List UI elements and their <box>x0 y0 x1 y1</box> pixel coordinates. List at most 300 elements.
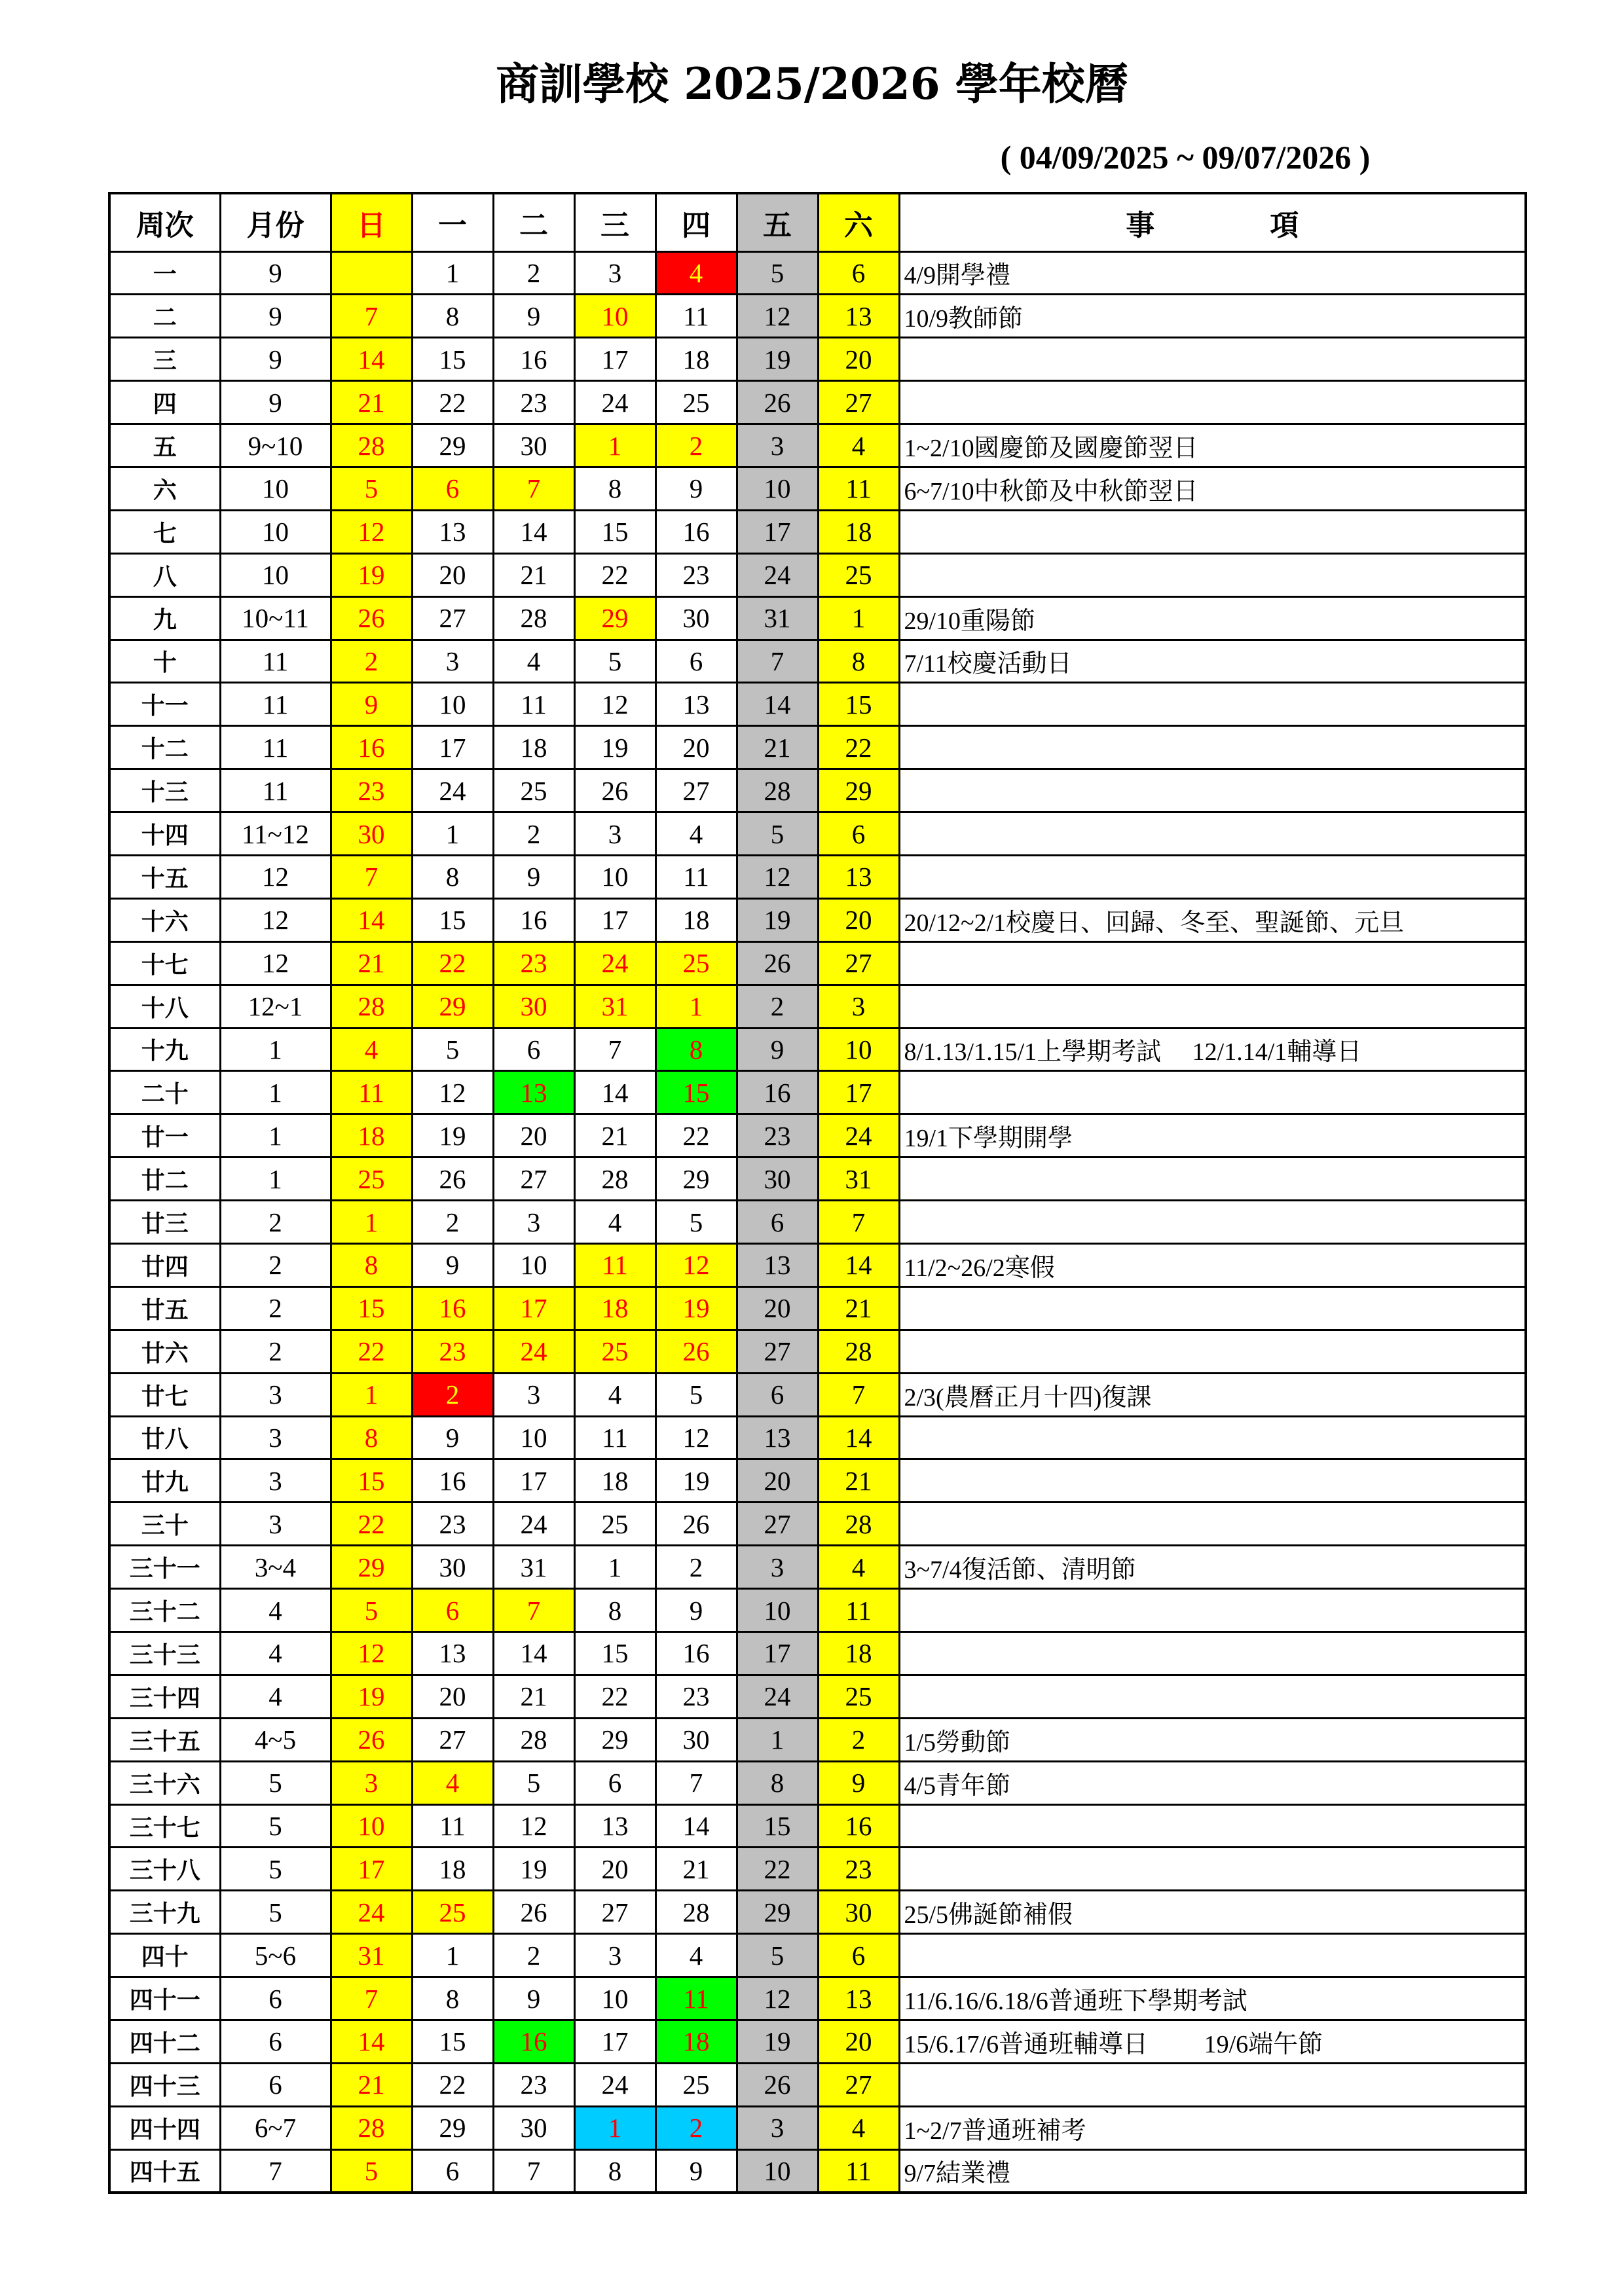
event-cell <box>899 1157 1526 1201</box>
day-cell-mon: 15 <box>412 2020 493 2064</box>
month-cell: 1 <box>220 1114 331 1157</box>
day-cell-sun: 14 <box>331 898 412 941</box>
table-row <box>109 1157 1526 1201</box>
week-cell: 四十二 <box>109 2020 220 2064</box>
week-cell: 十五 <box>109 855 220 898</box>
week-cell: 十 <box>109 640 220 683</box>
date-range: ( 04/09/2025 ~ 09/07/2026 ) <box>1000 139 1371 175</box>
day-cell-fri: 16 <box>737 1071 818 1114</box>
day-cell-thu: 30 <box>655 596 737 640</box>
page-title: 商訓學校 2025/2026 學年校曆 <box>496 58 1128 109</box>
day-cell-sat: 13 <box>818 1977 899 2020</box>
day-cell-mon: 24 <box>412 769 493 812</box>
month-cell: 3 <box>220 1416 331 1459</box>
day-cell-mon: 15 <box>412 338 493 381</box>
day-cell-mon: 26 <box>412 1157 493 1201</box>
event-cell: 25/5佛誕節補假 <box>899 1891 1526 1934</box>
table-row <box>109 2149 1526 2193</box>
table-row <box>109 1114 1526 1157</box>
table-row <box>109 812 1526 856</box>
event-cell: 1~2/7普通班補考 <box>899 2106 1526 2149</box>
week-cell: 廿五 <box>109 1286 220 1330</box>
week-cell: 一 <box>109 251 220 295</box>
event-cell: 15/6.17/6普通班輔導日 19/6端午節 <box>899 2020 1526 2064</box>
day-cell-wed: 3 <box>574 251 655 295</box>
day-cell-tue: 7 <box>493 467 574 510</box>
day-cell-thu: 18 <box>655 338 737 381</box>
day-cell-wed: 29 <box>574 1718 655 1761</box>
month-cell: 12 <box>220 941 331 985</box>
event-cell: 8/1.13/1.15/1上學期考試 12/1.14/1輔導日 <box>899 1028 1526 1071</box>
day-cell-sat: 17 <box>818 1071 899 1114</box>
event-cell: 4/5青年節 <box>899 1761 1526 1804</box>
day-cell-mon: 1 <box>412 812 493 856</box>
day-cell-sun: 2 <box>331 640 412 683</box>
day-cell-sat: 22 <box>818 726 899 769</box>
table-row <box>109 596 1526 640</box>
week-cell: 十三 <box>109 769 220 812</box>
day-cell-tue: 10 <box>493 1416 574 1459</box>
event-cell: 19/1下學期開學 <box>899 1114 1526 1157</box>
day-cell-thu: 9 <box>655 2149 737 2193</box>
month-cell: 6 <box>220 1977 331 2020</box>
day-cell-tue: 3 <box>493 1201 574 1244</box>
month-cell: 6 <box>220 2020 331 2064</box>
day-cell-thu: 7 <box>655 1761 737 1804</box>
week-cell: 四十四 <box>109 2106 220 2149</box>
day-cell-sun: 23 <box>331 769 412 812</box>
day-cell-fri: 5 <box>737 1934 818 1977</box>
day-cell-wed: 24 <box>574 2063 655 2106</box>
day-cell-tue: 31 <box>493 1546 574 1589</box>
week-cell: 三十二 <box>109 1589 220 1632</box>
table-row <box>109 1934 1526 1977</box>
week-cell: 四十一 <box>109 1977 220 2020</box>
day-cell-fri: 9 <box>737 1028 818 1071</box>
day-cell-sun: 5 <box>331 2149 412 2193</box>
week-cell: 三十一 <box>109 1546 220 1589</box>
month-cell: 2 <box>220 1286 331 1330</box>
day-cell-tue: 11 <box>493 683 574 726</box>
table-row <box>109 898 1526 941</box>
event-cell <box>899 1804 1526 1848</box>
week-cell: 二十 <box>109 1071 220 1114</box>
day-cell-sun: 28 <box>331 985 412 1028</box>
day-cell-sun: 16 <box>331 726 412 769</box>
day-cell-sun: 8 <box>331 1243 412 1286</box>
table-row <box>109 1675 1526 1718</box>
week-cell: 四十 <box>109 1934 220 1977</box>
day-cell-mon: 6 <box>412 467 493 510</box>
day-cell-sat: 11 <box>818 2149 899 2193</box>
day-cell-mon: 20 <box>412 1675 493 1718</box>
day-cell-mon: 6 <box>412 2149 493 2193</box>
day-cell-mon: 16 <box>412 1286 493 1330</box>
day-cell-tue: 24 <box>493 1330 574 1373</box>
day-cell-tue: 2 <box>493 1934 574 1977</box>
day-cell-sun: 3 <box>331 1761 412 1804</box>
day-cell-tue: 20 <box>493 1114 574 1157</box>
day-cell-sat: 6 <box>818 812 899 856</box>
header-thursday: 四 <box>655 193 737 251</box>
day-cell-wed: 22 <box>574 1675 655 1718</box>
table-row <box>109 1848 1526 1891</box>
table-row <box>109 1286 1526 1330</box>
day-cell-mon: 9 <box>412 1243 493 1286</box>
event-cell <box>899 1201 1526 1244</box>
month-cell: 2 <box>220 1243 331 1286</box>
day-cell-wed: 13 <box>574 1804 655 1848</box>
month-cell: 9~10 <box>220 424 331 467</box>
day-cell-sat: 18 <box>818 1632 899 1675</box>
day-cell-thu: 15 <box>655 1071 737 1114</box>
day-cell-mon: 4 <box>412 1761 493 1804</box>
day-cell-fri: 13 <box>737 1416 818 1459</box>
day-cell-thu: 16 <box>655 1632 737 1675</box>
day-cell-wed: 22 <box>574 553 655 596</box>
day-cell-sun: 1 <box>331 1373 412 1416</box>
day-cell-sun: 18 <box>331 1114 412 1157</box>
day-cell-tue: 28 <box>493 596 574 640</box>
table-row <box>109 1761 1526 1804</box>
day-cell-thu: 27 <box>655 769 737 812</box>
day-cell-sat: 8 <box>818 640 899 683</box>
day-cell-fri: 12 <box>737 855 818 898</box>
week-cell: 五 <box>109 424 220 467</box>
day-cell-mon: 8 <box>412 855 493 898</box>
month-cell: 11 <box>220 769 331 812</box>
week-cell: 十六 <box>109 898 220 941</box>
month-cell: 2 <box>220 1201 331 1244</box>
day-cell-sat: 21 <box>818 1459 899 1503</box>
day-cell-sat: 16 <box>818 1804 899 1848</box>
day-cell-fri: 14 <box>737 683 818 726</box>
month-cell: 3 <box>220 1373 331 1416</box>
month-cell: 5 <box>220 1804 331 1848</box>
day-cell-sat: 20 <box>818 898 899 941</box>
week-cell: 三十六 <box>109 1761 220 1804</box>
day-cell-mon: 22 <box>412 381 493 424</box>
day-cell-wed: 17 <box>574 898 655 941</box>
header-monday: 一 <box>412 193 493 251</box>
day-cell-sat: 11 <box>818 467 899 510</box>
day-cell-sat: 27 <box>818 2063 899 2106</box>
day-cell-thu: 9 <box>655 1589 737 1632</box>
table-row <box>109 295 1526 338</box>
day-cell-mon: 23 <box>412 1503 493 1546</box>
day-cell-tue: 28 <box>493 1718 574 1761</box>
day-cell-sat: 21 <box>818 1286 899 1330</box>
day-cell-wed: 11 <box>574 1416 655 1459</box>
day-cell-sun: 11 <box>331 1071 412 1114</box>
day-cell-fri: 19 <box>737 2020 818 2064</box>
month-cell: 3~4 <box>220 1546 331 1589</box>
day-cell-tue: 6 <box>493 1028 574 1071</box>
month-cell: 6~7 <box>220 2106 331 2149</box>
day-cell-sun: 14 <box>331 2020 412 2064</box>
day-cell-fri: 24 <box>737 1675 818 1718</box>
day-cell-fri: 17 <box>737 510 818 553</box>
day-cell-thu: 28 <box>655 1891 737 1934</box>
header-sunday: 日 <box>331 193 412 251</box>
day-cell-thu: 13 <box>655 683 737 726</box>
month-cell: 5 <box>220 1761 331 1804</box>
month-cell: 10~11 <box>220 596 331 640</box>
day-cell-wed: 8 <box>574 1589 655 1632</box>
day-cell-tue: 16 <box>493 2020 574 2064</box>
day-cell-wed: 19 <box>574 726 655 769</box>
day-cell-sun: 21 <box>331 2063 412 2106</box>
event-cell: 1~2/10國慶節及國慶節翌日 <box>899 424 1526 467</box>
event-cell: 6~7/10中秋節及中秋節翌日 <box>899 467 1526 510</box>
day-cell-tue: 16 <box>493 898 574 941</box>
day-cell-mon: 25 <box>412 1891 493 1934</box>
day-cell-mon: 29 <box>412 985 493 1028</box>
day-cell-wed: 5 <box>574 640 655 683</box>
day-cell-sun: 12 <box>331 510 412 553</box>
week-cell: 十八 <box>109 985 220 1028</box>
week-cell: 四十五 <box>109 2149 220 2193</box>
day-cell-thu: 11 <box>655 855 737 898</box>
day-cell-wed: 10 <box>574 855 655 898</box>
day-cell-wed: 1 <box>574 2106 655 2149</box>
day-cell-mon: 22 <box>412 941 493 985</box>
day-cell-fri: 3 <box>737 2106 818 2149</box>
day-cell-thu: 5 <box>655 1201 737 1244</box>
day-cell-fri: 2 <box>737 985 818 1028</box>
day-cell-fri: 8 <box>737 1761 818 1804</box>
day-cell-thu: 4 <box>655 1934 737 1977</box>
day-cell-fri: 19 <box>737 338 818 381</box>
month-cell: 5 <box>220 1848 331 1891</box>
table-row <box>109 553 1526 596</box>
day-cell-thu: 25 <box>655 2063 737 2106</box>
day-cell-tue: 30 <box>493 424 574 467</box>
day-cell-wed: 3 <box>574 812 655 856</box>
day-cell-wed: 10 <box>574 1977 655 2020</box>
week-cell: 三 <box>109 338 220 381</box>
day-cell-mon: 15 <box>412 898 493 941</box>
day-cell-tue: 2 <box>493 812 574 856</box>
event-cell <box>899 553 1526 596</box>
table-row <box>109 510 1526 553</box>
day-cell-tue: 23 <box>493 2063 574 2106</box>
week-cell: 三十八 <box>109 1848 220 1891</box>
day-cell-sun: 12 <box>331 1632 412 1675</box>
day-cell-mon: 29 <box>412 424 493 467</box>
day-cell-tue: 12 <box>493 1804 574 1848</box>
week-cell: 十一 <box>109 683 220 726</box>
event-cell: 2/3(農曆正月十四)復課 <box>899 1373 1526 1416</box>
day-cell-tue: 17 <box>493 1286 574 1330</box>
day-cell-tue: 24 <box>493 1503 574 1546</box>
day-cell-wed: 28 <box>574 1157 655 1201</box>
day-cell-thu: 11 <box>655 1977 737 2020</box>
table-row <box>109 467 1526 510</box>
table-row <box>109 683 1526 726</box>
day-cell-sat: 9 <box>818 1761 899 1804</box>
event-cell <box>899 769 1526 812</box>
day-cell-thu: 8 <box>655 1028 737 1071</box>
day-cell-mon: 16 <box>412 1459 493 1503</box>
day-cell-mon: 27 <box>412 1718 493 1761</box>
day-cell-sat: 14 <box>818 1416 899 1459</box>
header-tuesday: 二 <box>493 193 574 251</box>
day-cell-thu: 30 <box>655 1718 737 1761</box>
week-cell: 三十五 <box>109 1718 220 1761</box>
event-cell <box>899 683 1526 726</box>
event-cell <box>899 1286 1526 1330</box>
day-cell-tue: 23 <box>493 381 574 424</box>
day-cell-sun: 28 <box>331 2106 412 2149</box>
day-cell-thu: 6 <box>655 640 737 683</box>
day-cell-sun: 7 <box>331 855 412 898</box>
event-cell: 7/11校慶活動日 <box>899 640 1526 683</box>
day-cell-fri: 20 <box>737 1459 818 1503</box>
day-cell-sat: 27 <box>818 381 899 424</box>
week-cell: 七 <box>109 510 220 553</box>
month-cell: 10 <box>220 467 331 510</box>
day-cell-sat: 6 <box>818 251 899 295</box>
day-cell-sat: 28 <box>818 1503 899 1546</box>
week-cell: 八 <box>109 553 220 596</box>
table-row <box>109 1201 1526 1244</box>
month-cell: 1 <box>220 1157 331 1201</box>
day-cell-thu: 18 <box>655 2020 737 2064</box>
header-events: 事 項 <box>899 193 1526 251</box>
day-cell-sat: 24 <box>818 1114 899 1157</box>
day-cell-thu: 12 <box>655 1243 737 1286</box>
month-cell: 1 <box>220 1028 331 1071</box>
event-cell <box>899 1071 1526 1114</box>
table-row <box>109 2020 1526 2064</box>
day-cell-thu: 14 <box>655 1804 737 1848</box>
day-cell-sat: 4 <box>818 424 899 467</box>
event-cell <box>899 941 1526 985</box>
day-cell-wed: 27 <box>574 1891 655 1934</box>
day-cell-tue: 9 <box>493 295 574 338</box>
day-cell-sat: 15 <box>818 683 899 726</box>
month-cell: 11 <box>220 683 331 726</box>
day-cell-tue: 19 <box>493 1848 574 1891</box>
day-cell-tue: 21 <box>493 1675 574 1718</box>
month-cell: 12~1 <box>220 985 331 1028</box>
day-cell-wed: 18 <box>574 1286 655 1330</box>
day-cell-sun: 5 <box>331 1589 412 1632</box>
day-cell-wed: 31 <box>574 985 655 1028</box>
month-cell: 11 <box>220 640 331 683</box>
day-cell-fri: 21 <box>737 726 818 769</box>
day-cell-thu: 2 <box>655 1546 737 1589</box>
day-cell-tue: 30 <box>493 985 574 1028</box>
day-cell-sun: 24 <box>331 1891 412 1934</box>
week-cell: 十九 <box>109 1028 220 1071</box>
day-cell-thu: 18 <box>655 898 737 941</box>
day-cell-sun: 26 <box>331 596 412 640</box>
day-cell-mon: 17 <box>412 726 493 769</box>
day-cell-sat: 18 <box>818 510 899 553</box>
event-cell: 1/5勞動節 <box>899 1718 1526 1761</box>
week-cell: 廿三 <box>109 1201 220 1244</box>
day-cell-fri: 28 <box>737 769 818 812</box>
day-cell-thu: 25 <box>655 941 737 985</box>
day-cell-wed: 1 <box>574 424 655 467</box>
table-row <box>109 1891 1526 1934</box>
day-cell-fri: 22 <box>737 1848 818 1891</box>
day-cell-thu: 19 <box>655 1459 737 1503</box>
month-cell: 2 <box>220 1330 331 1373</box>
week-cell: 四十三 <box>109 2063 220 2106</box>
day-cell-mon: 23 <box>412 1330 493 1373</box>
table-row <box>109 1804 1526 1848</box>
day-cell-sat: 30 <box>818 1891 899 1934</box>
day-cell-sat: 20 <box>818 2020 899 2064</box>
header-saturday: 六 <box>818 193 899 251</box>
table-row <box>109 2106 1526 2149</box>
day-cell-sat: 25 <box>818 553 899 596</box>
day-cell-fri: 13 <box>737 1243 818 1286</box>
day-cell-sat: 7 <box>818 1201 899 1244</box>
day-cell-wed: 18 <box>574 1459 655 1503</box>
week-cell: 三十三 <box>109 1632 220 1675</box>
day-cell-thu: 16 <box>655 510 737 553</box>
day-cell-fri: 3 <box>737 424 818 467</box>
day-cell-sat: 11 <box>818 1589 899 1632</box>
day-cell-sat: 13 <box>818 855 899 898</box>
day-cell-thu: 12 <box>655 1416 737 1459</box>
week-cell: 十七 <box>109 941 220 985</box>
month-cell: 5~6 <box>220 1934 331 1977</box>
day-cell-sat: 4 <box>818 1546 899 1589</box>
day-cell-tue: 21 <box>493 553 574 596</box>
day-cell-tue: 9 <box>493 1977 574 2020</box>
table-row <box>109 985 1526 1028</box>
week-cell: 四 <box>109 381 220 424</box>
month-cell: 3 <box>220 1503 331 1546</box>
event-cell <box>899 726 1526 769</box>
month-cell: 4 <box>220 1632 331 1675</box>
day-cell-tue: 25 <box>493 769 574 812</box>
calendar-body <box>109 251 1526 2193</box>
day-cell-sun: 31 <box>331 1934 412 1977</box>
day-cell-sat: 6 <box>818 1934 899 1977</box>
day-cell-mon: 2 <box>412 1373 493 1416</box>
table-row <box>109 1330 1526 1373</box>
day-cell-sat: 28 <box>818 1330 899 1373</box>
day-cell-sat: 31 <box>818 1157 899 1201</box>
table-row <box>109 769 1526 812</box>
day-cell-sat: 29 <box>818 769 899 812</box>
day-cell-thu: 2 <box>655 424 737 467</box>
day-cell-mon: 2 <box>412 1201 493 1244</box>
day-cell-mon: 8 <box>412 1977 493 2020</box>
day-cell-mon: 9 <box>412 1416 493 1459</box>
day-cell-fri: 1 <box>737 1718 818 1761</box>
event-cell <box>899 2063 1526 2106</box>
table-row <box>109 1546 1526 1589</box>
table-row <box>109 1632 1526 1675</box>
day-cell-wed: 29 <box>574 596 655 640</box>
event-cell <box>899 985 1526 1028</box>
day-cell-thu: 26 <box>655 1503 737 1546</box>
week-cell: 三十四 <box>109 1675 220 1718</box>
day-cell-tue: 17 <box>493 1459 574 1503</box>
week-cell: 六 <box>109 467 220 510</box>
day-cell-sat: 7 <box>818 1373 899 1416</box>
day-cell-sat: 27 <box>818 941 899 985</box>
week-cell: 廿八 <box>109 1416 220 1459</box>
event-cell <box>899 1416 1526 1459</box>
